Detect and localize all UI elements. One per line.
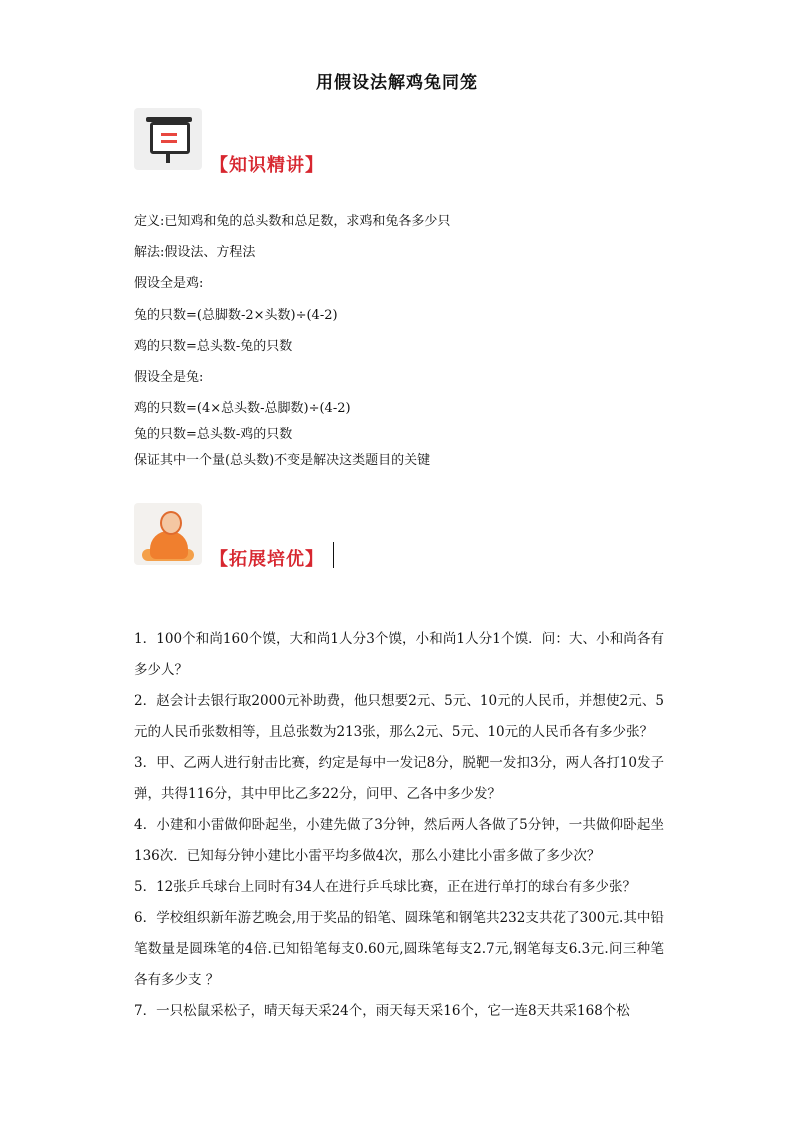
- definition-line: 定义:已知鸡和兔的总头数和总足数，求鸡和兔各多少只: [134, 214, 451, 229]
- knowledge-section-header: 【知识精讲】: [210, 155, 324, 176]
- problem-item: 1．100个和尚160个馍，大和尚1人分3个馍，小和尚1人分1个馍．问：大、小和尚各有多少人？: [134, 631, 664, 678]
- teacher-figure-icon: [134, 503, 202, 565]
- assume-rabbit-line: 假设全是兔:: [134, 370, 204, 385]
- problem-item: 7．一只松鼠采松子，晴天每天采24个，雨天每天采16个，它一连8天共采168个松: [134, 1003, 630, 1019]
- formula-line: 鸡的只数=(4×总头数-总脚数)÷(4-2): [134, 401, 351, 416]
- assume-chicken-line: 假设全是鸡:: [134, 276, 204, 291]
- presentation-board-icon: [134, 108, 202, 170]
- page-title: 用假设法解鸡兔同笼: [316, 73, 478, 93]
- problem-list: [134, 624, 664, 1027]
- method-line: 解法:假设法、方程法: [134, 245, 256, 260]
- problem-item: 6．学校组织新年游艺晚会,用于奖品的铅笔、圆珠笔和钢笔共232支共花了300元.其中铅笔数量是圆珠笔的4倍.已知铅笔每支0.60元,圆珠笔每支2.7元,钢笔每支6.3元.问三种笔各有多少支 ？: [134, 910, 664, 988]
- problem-item: 5．12张乒乓球台上同时有34人在进行乒乓球比赛，正在进行单打的球台有多少张？: [134, 879, 636, 895]
- problem-item: 3．甲、乙两人进行射击比赛，约定是每中一发记8分，脱靶一发扣3分，两人各打10发子弹，共得116分，其中甲比乙多22分，问甲、乙各中多少发？: [134, 755, 664, 802]
- problem-item: 2．赵会计去银行取2000元补助费，他只想要2元、5元、10元的人民币，并想使2元、5元的人民币张数相等，且总张数为213张，那么2元、5元、10元的人民币各有多少张？: [134, 693, 664, 740]
- text-cursor: [333, 542, 334, 568]
- formula-line: 兔的只数=(总脚数-2×头数)÷(4-2): [134, 308, 338, 323]
- formula-line: 鸡的只数=总头数-兔的只数: [134, 339, 293, 354]
- expand-section-header: 【拓展培优】: [210, 549, 324, 570]
- problem-item: 4．小建和小雷做仰卧起坐，小建先做了3分钟，然后两人各做了5分钟，一共做仰卧起坐136次．已知每分钟小建比小雷平均多做4次，那么小建比小雷多做了多少次？: [134, 817, 664, 864]
- formula-line: 兔的只数=总头数-鸡的只数: [134, 427, 293, 442]
- key-point-line: 保证其中一个量(总头数)不变是解决这类题目的关键: [134, 453, 431, 468]
